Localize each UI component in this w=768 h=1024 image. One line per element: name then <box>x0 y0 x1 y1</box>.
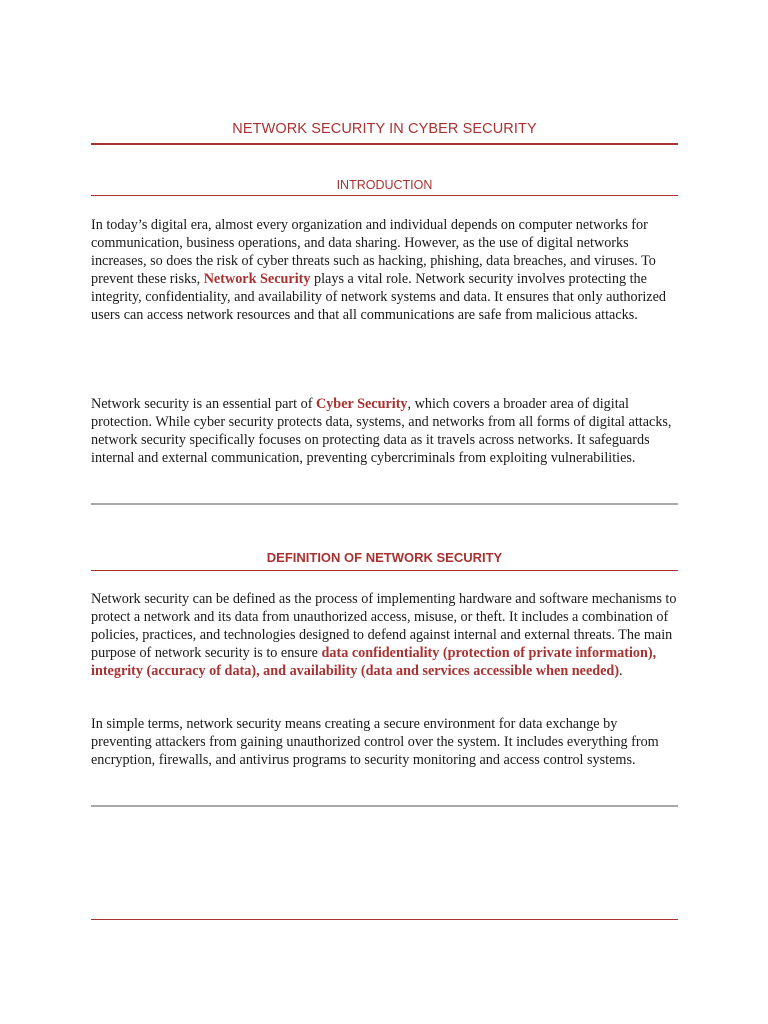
definition-paragraph-1 <box>91 591 678 681</box>
section-heading-definition: DEFINITION OF NETWORK SECURITY <box>266 550 503 565</box>
definition-p1-text-start: Network security can be defined as the process of implementing hardware and software mechanisms to protect a network and its data from unauthorized access, misuse, or theft. It includes a combination of policies, practices, and technologies designed to defend against internal and external threats. The main purpose of network security is to ensure <box>91 591 677 661</box>
intro-p1-text-end: plays a vital role. Network security involves protecting the integrity, confidentiality, and availability of network systems and data. It ensures that only authorized users can access network resources and that all communications are safe from malicious attacks. <box>91 270 666 323</box>
section-heading-underline <box>91 570 678 571</box>
section-divider <box>91 503 678 505</box>
section-heading-underline <box>91 919 678 920</box>
intro-paragraph-2 <box>91 396 678 468</box>
intro-p2-text-start: Network security is an essential part of <box>91 396 316 412</box>
section-heading-introduction: INTRODUCTION <box>336 178 433 192</box>
cyber-security-highlight: Cyber Security <box>315 396 408 412</box>
intro-p1-text-start: In today’s digital era, almost every organization and individual depends on computer networks for communication, business operations, and data sharing. However, as the use of digital networks increases, so does the risk of cyber threats such as hacking, phishing, data breaches, and viruses. To prevent these risks, <box>91 217 656 287</box>
cia-triad-highlight: data confidentiality (protection of private information), integrity (accuracy of data), and availability (data and services accessible when needed) <box>91 644 657 679</box>
network-security-highlight: Network Security <box>203 270 311 287</box>
section-divider <box>91 805 678 807</box>
intro-paragraph-1 <box>91 217 678 324</box>
definition-p1-text-end: . <box>619 662 623 679</box>
section-heading-underline <box>91 195 678 196</box>
document-title: NETWORK SECURITY IN CYBER SECURITY <box>232 121 537 137</box>
intro-p2-text-end: , which covers a broader area of digital protection. While cyber security protects data, systems, and networks from all forms of digital attacks, network security specifically focuses on protecting data as it travels across networks. It safeguards internal and external communication, preventing cybercriminals from exploiting vulnerabilities. <box>91 396 672 466</box>
title-underline <box>91 143 678 145</box>
definition-paragraph-2: In simple terms, network security means creating a secure environment for data exchange by preventing attackers from gaining unauthorized control over the system. It includes everything from encryption, firewalls, and antivirus programs to security monitoring and access control systems. <box>91 716 659 768</box>
